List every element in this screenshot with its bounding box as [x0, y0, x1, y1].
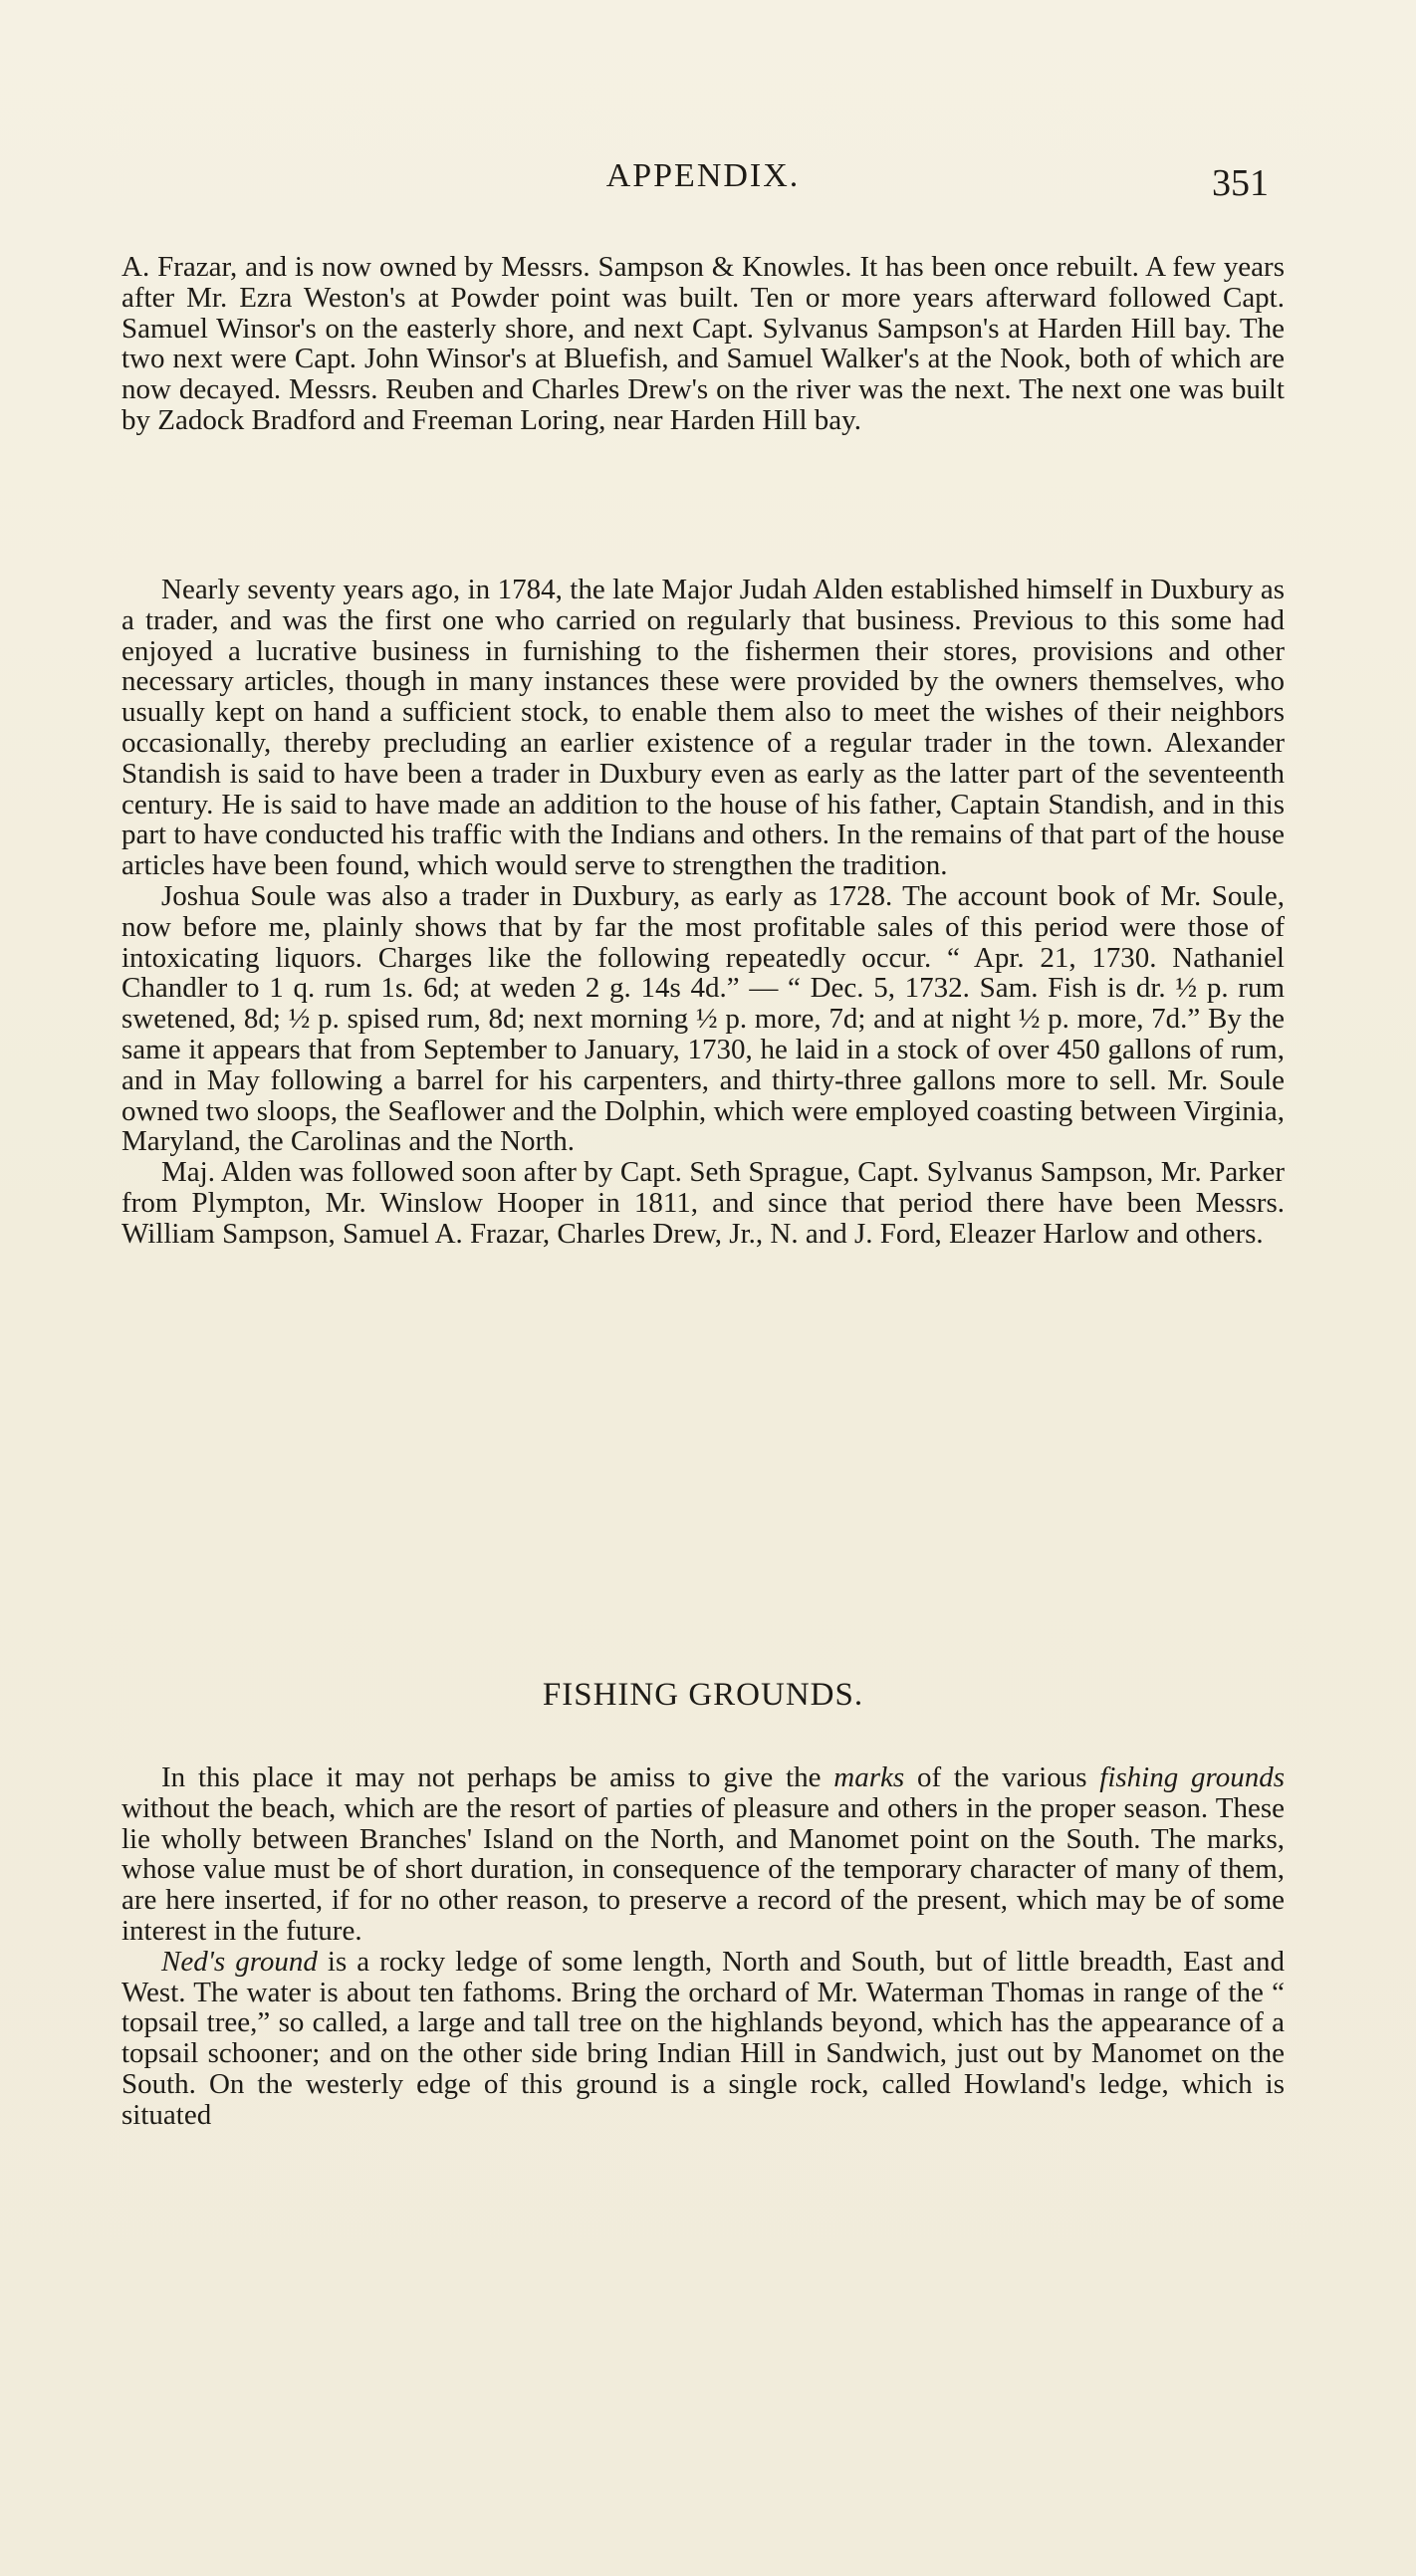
paragraph: Joshua Soule was also a trader in Duxbury, as early as 1728. The account book of Mr. Soule, now before me, plainly shows that by far the most profitable sales of this period were those of intoxicating liquors. Charges like the following repeatedly occur. “ Apr. 21, 1730. Nathaniel Chandler to 1 q. rum 1s. 6d; at weden 2 g. 14s 4d.” — “ Dec. 5, 1732. Sam. Fish is dr. ½ p. rum swetened, 8d; ½ p. spised rum, 8d; next morning ½ p. more, 7d; and at night ½ p. more, 7d.” By the same it appears that from September to January, 1730, he laid in a stock of over 450 gallons of rum, and in May following a barrel for his carpenters, and thirty-three gallons more to sell. Mr. Soule owned two sloops, the Seaflower and the Dolphin, which were employed coasting between Virginia, Maryland, the Carolinas and the North.	[121, 879, 1285, 1158]
paragraph	[121, 1947, 1285, 2131]
page-number: 351	[1212, 162, 1269, 204]
section-heading: FISHING GROUNDS.	[542, 1677, 864, 1713]
continued-paragraph-block	[121, 252, 1285, 436]
text-run: In this place it may not perhaps be amiss to give the	[161, 1761, 834, 1793]
fishing-grounds-block	[121, 1762, 1285, 2131]
paragraph: Maj. Alden was followed soon after by Capt. Seth Sprague, Capt. Sylvanus Sampson, Mr. Parker from Plympton, Mr. Winslow Hooper in 1811, and since that period there have been Messrs. William Sampson, Samuel A. Frazar, Charles Drew, Jr., N. and J. Ford, Eleazer Harlow and others.	[121, 1156, 1285, 1250]
paragraph: A. Frazar, and is now owned by Messrs. Sampson & Knowles. It has been once rebuilt. A few years after Mr. Ezra Weston's at Powder point was built. Ten or more years afterward followed Capt. Samuel Winsor's on the easterly shore, and next Capt. Sylvanus Sampson's at Harden Hill bay. The two next were Capt. John Winsor's at Bluefish, and Samuel Walker's at the Nook, both of which are now decayed. Messrs. Reuben and Charles Drew's on the river was the next. The next one was built by Zadock Bradford and Freeman Loring, near Harden Hill bay.	[121, 251, 1285, 436]
text-run: is a rocky ledge of some length, North and South, but of little breadth, East and West. The water is about ten fathoms. Bring the orchard of Mr. Waterman Thomas in range of the “ topsail tree,” so called, a large and tall tree on the highlands beyond, which has the appearance of a topsail schooner; and on the other side bring Indian Hill in Sandwich, just out by Manomet on the South. On the westerly edge of this ground is a single rock, called Howland's ledge, which is situated	[121, 1945, 1285, 2131]
italic-text: Ned's ground	[161, 1945, 318, 1978]
text-run: without the beach, which are the resort of parties of pleasure and others in the proper season. These lie wholly between Branches' Island on the North, and Manomet point on the South. The marks, whose value must be of short duration, in consequence of the temporary character of many of them, are here inserted, if for no other reason, to preserve a record of the present, which may be of some interest in the future.	[121, 1791, 1285, 1947]
page-header	[121, 149, 1285, 209]
paragraph: Nearly seventy years ago, in 1784, the late Major Judah Alden established himself in Duxbury as a trader, and was the first one who carried on regularly that business. Previous to this some had enjoyed a lucrative business in furnishing to the fishermen their stores, provisions and other necessary articles, though in many instances these were provided by the owners themselves, who usually kept on hand a sufficient stock, to enable them also to meet the wishes of their neighbors occasionally, thereby precluding an earlier existence of a regular trader in the town. Alexander Standish is said to have been a trader in Duxbury even as early as the latter part of the seventeenth century. He is said to have made an addition to the house of his father, Captain Standish, and in this part to have conducted his traffic with the Indians and others. In the remains of that part of the house articles have been found, which would serve to strengthen the tradition.	[121, 574, 1285, 882]
paragraph	[121, 1762, 1285, 1947]
running-head: APPENDIX.	[605, 157, 801, 194]
italic-text: fishing grounds	[1099, 1761, 1286, 1793]
italic-text: marks	[833, 1761, 905, 1793]
text-run: of the various	[904, 1761, 1100, 1793]
traders-paragraph-block	[121, 575, 1285, 1250]
